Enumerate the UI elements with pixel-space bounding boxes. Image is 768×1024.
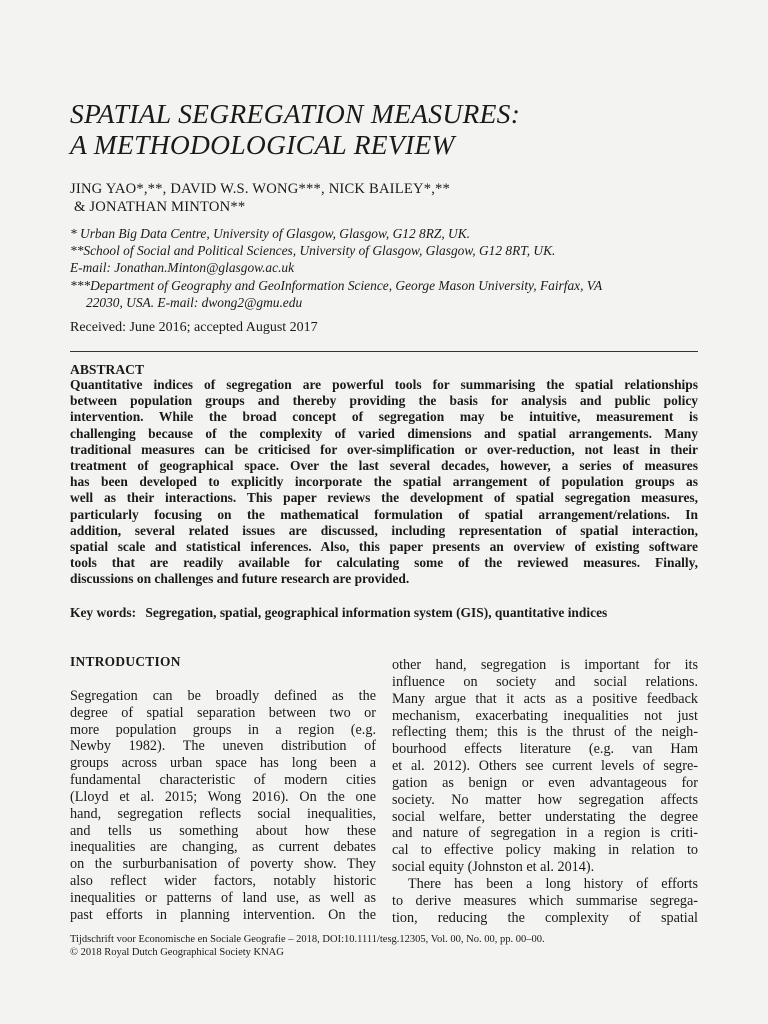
abstract-line: Quantitative indices of segregation are powerful tools for summarising the spatial relationships — [70, 377, 698, 392]
footer-copyright: © 2018 Royal Dutch Geographical Society KNAG — [70, 946, 284, 958]
body-line: other hand, segregation is important for its — [392, 657, 698, 673]
body-line: Segregation can be broadly defined as the — [70, 687, 376, 704]
body-line: tion, reducing the complexity of spatial — [392, 909, 698, 926]
body-line: also reflect wider factors, notably historic — [70, 873, 376, 890]
body-line: gation as benign or even advantageous for — [392, 774, 698, 791]
authors-line-1: JING YAO*,**, DAVID W.S. WONG***, NICK BAILEY*,** — [70, 181, 451, 197]
body-line: hand, segregation reflects social inequalities, — [70, 805, 376, 822]
body-line: past efforts in planning intervention. On the — [70, 906, 376, 923]
right-column — [392, 657, 698, 927]
body-line: cal to effective policy making in relation to — [392, 842, 698, 859]
body-line: and nature of segregation in a region is criti- — [392, 825, 698, 842]
abstract-line: challenging because of the complexity of varied dimensions and spatial arrangements. Many — [70, 425, 698, 441]
journal-footer — [70, 934, 710, 959]
abstract-line: tools that are readily available for calculating some of the reviewed measures. Finally, — [70, 555, 698, 571]
abstract-line: has been developed to explicitly incorporate the spatial arrangement of population groups as — [70, 474, 698, 490]
body-line: more population groups in a region (e.g. — [70, 721, 376, 738]
section-divider — [70, 351, 698, 352]
abstract-line: traditional measures can be criticised for over-simplification or over-reduction, not least in their — [70, 441, 698, 457]
body-line: social welfare, better understating the degree — [392, 808, 698, 825]
body-line: inequalities or patterns of land use, as well as — [70, 889, 376, 906]
received-date: Received: June 2016; accepted August 2017 — [70, 320, 318, 335]
footer-citation: Tijdschrift voor Economische en Sociale Geografie – 2018, DOI:10.1111/tesg.12305, Vol. 00, No. 00, pp. 00–00. — [70, 934, 545, 945]
body-line: groups across urban space has long been a — [70, 755, 376, 772]
abstract-line: well as their interactions. This paper reviews the development of spatial segregation measures, — [70, 490, 698, 506]
body-line: society. No matter how segregation affects — [392, 791, 698, 808]
affiliation-line: E-mail: Jonathan.Minton@glasgow.ac.uk — [70, 260, 295, 276]
affiliation-line: 22030, USA. E-mail: dwong2@gmu.edu — [86, 294, 303, 310]
keywords-text: Segregation, spatial, geographical information system (GIS), quantitative indices — [145, 605, 608, 620]
abstract-line: spatial scale and statistical inferences. Also, this paper presents an overview of existing software — [70, 539, 698, 555]
section-heading-introduction: INTRODUCTION — [70, 654, 181, 669]
authors-line-2: & JONATHAN MINTON** — [74, 199, 246, 215]
body-line: social equity (Johnston et al. 2014). — [392, 859, 595, 876]
title-line-1: SPATIAL SEGREGATION MEASURES: — [70, 98, 521, 129]
body-line: et al. 2012). Others see current levels of segre- — [392, 758, 698, 775]
article-title — [70, 98, 710, 160]
body-line: bourhood effects literature (e.g. van Ham — [392, 741, 698, 758]
keywords — [70, 605, 698, 621]
body-line: reflecting them; this is the thrust of the neigh- — [392, 724, 698, 741]
body-line: influence on society and social relations. — [392, 673, 698, 690]
title-line-2: A METHODOLOGICAL REVIEW — [70, 129, 455, 160]
affiliation-line: **School of Social and Political Sciences, University of Glasgow, Glasgow, G12 8RT, UK. — [70, 243, 556, 259]
abstract-body — [70, 377, 698, 588]
body-line: fundamental characteristic of modern cities — [70, 772, 376, 789]
abstract-heading: ABSTRACT — [70, 362, 145, 377]
keywords-label: Key words: — [70, 605, 137, 620]
body-line: inequalities are changing, as current debates — [70, 839, 376, 856]
body-line: Many argue that it acts as a positive feedback — [392, 690, 698, 707]
body-line: Newby 1982). The uneven distribution of — [70, 738, 376, 755]
abstract-line: between population groups and thereby providing the basis for analysis and public policy — [70, 393, 698, 409]
body-line: degree of spatial separation between two or — [70, 704, 376, 721]
body-line: mechanism, exacerbating inequalities not just — [392, 707, 698, 724]
body-line: to derive measures which summarise segrega- — [392, 892, 698, 909]
abstract-line: treatment of geographical space. Over the last several decades, however, a series of measures — [70, 458, 698, 474]
abstract-line: discussions on challenges and future research are provided. — [70, 571, 410, 587]
affiliation-line: * Urban Big Data Centre, University of Glasgow, Glasgow, G12 8RZ, UK. — [70, 226, 470, 241]
affiliations — [70, 225, 710, 311]
body-line: on the surburbanisation of poverty show. They — [70, 856, 376, 873]
author-list — [70, 180, 710, 216]
abstract-line: intervention. While the broad concept of segregation may be intuitive, measurement is — [70, 409, 698, 425]
left-column — [70, 654, 376, 924]
affiliation-line: ***Department of Geography and GeoInformation Science, George Mason University, Fairfax, VA — [70, 277, 603, 293]
abstract-line: particularly focusing on the mathematical formulation of spatial arrangement/relations. In — [70, 506, 698, 522]
body-line: and tells us something about how these — [70, 822, 376, 839]
abstract-line: addition, several related issues are discussed, including representation of spatial interaction, — [70, 522, 698, 538]
body-line: There has been a long history of efforts — [408, 875, 698, 892]
body-line: (Lloyd et al. 2015; Wong 2016). On the one — [70, 788, 376, 805]
